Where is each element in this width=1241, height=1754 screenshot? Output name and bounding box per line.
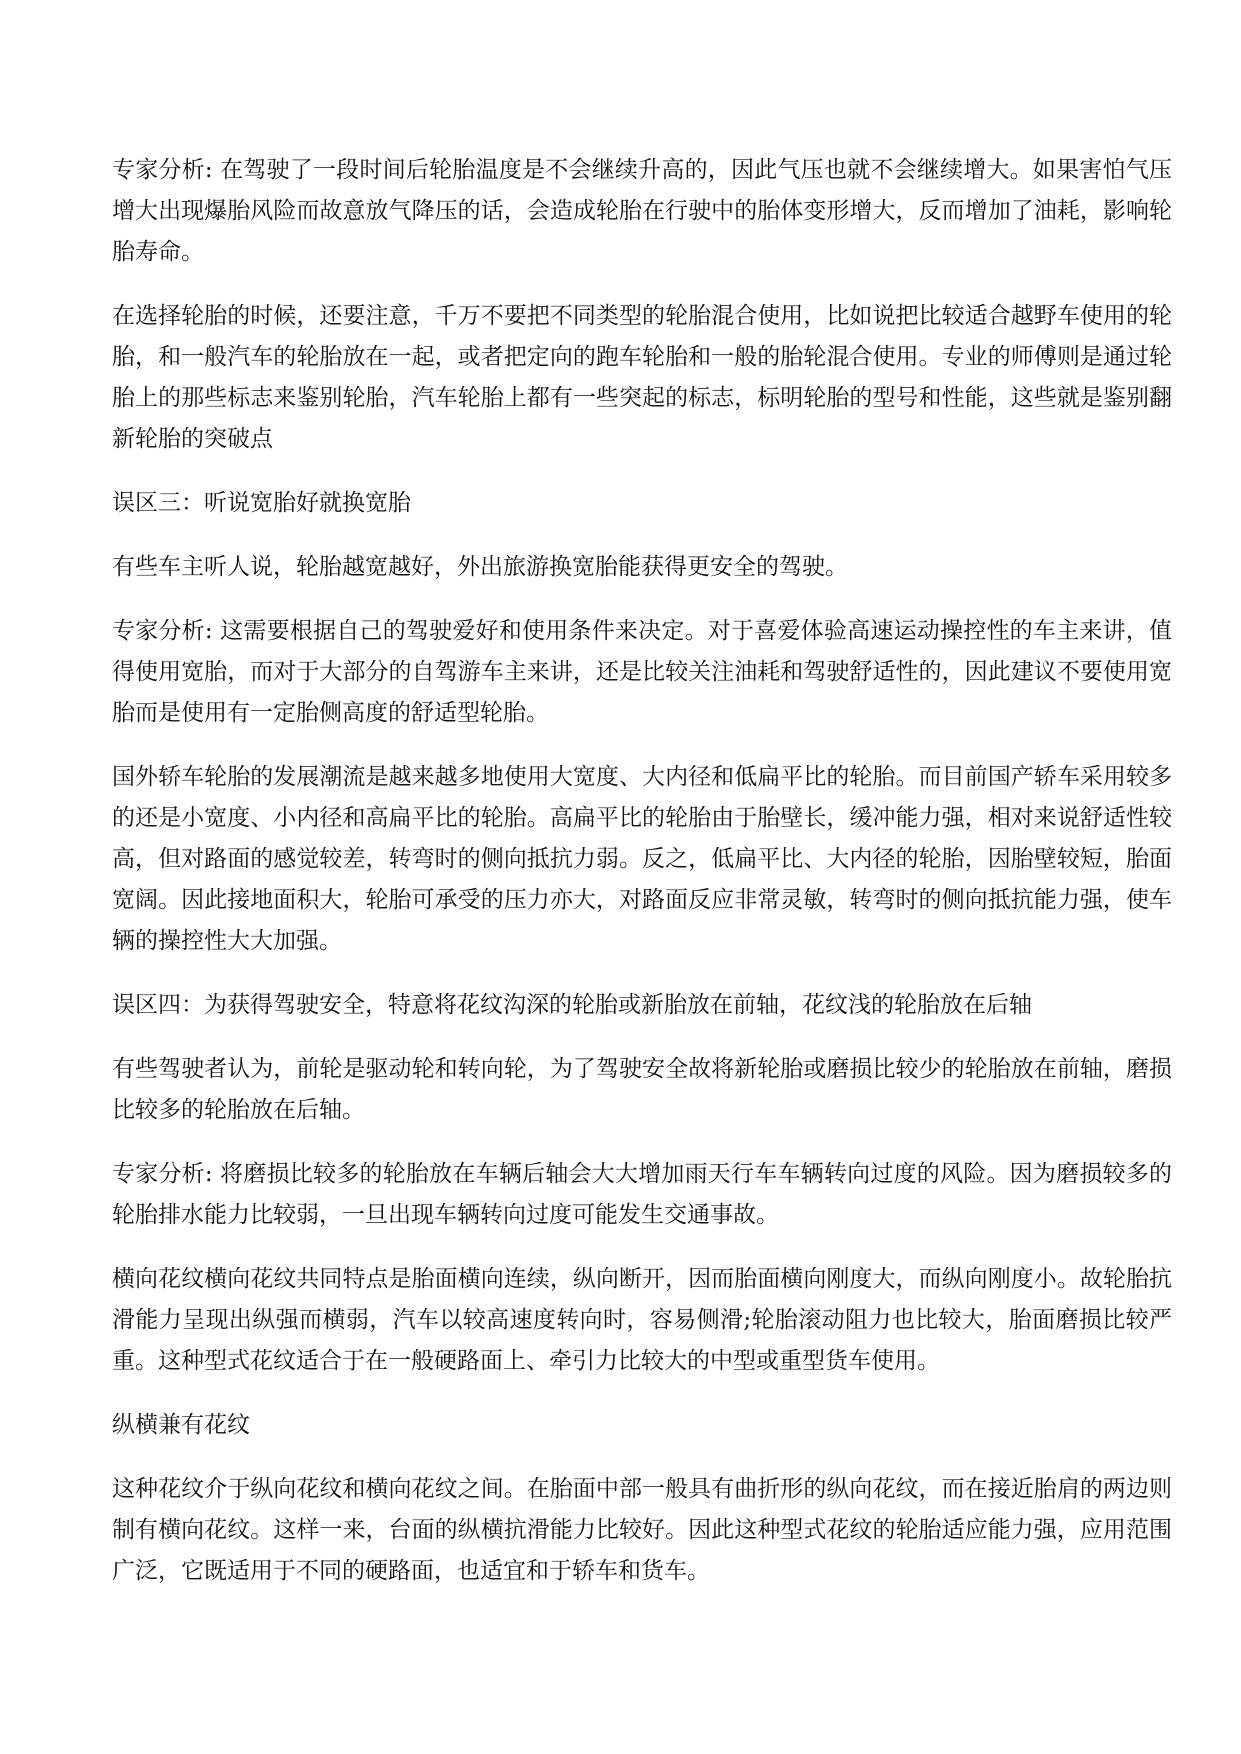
heading-myth-four: 误区四：为获得驾驶安全，特意将花纹沟深的轮胎或新胎放在前轴，花纹浅的轮胎放在后轴 xyxy=(112,992,1032,1018)
paragraph-tire-selection: 在选择轮胎的时候，还要注意，千万不要把不同类型的轮胎混合使用，比如说把比较适合越野车使用的轮胎，和一般汽车的轮胎放在一起，或者把定向的跑车轮胎和一般的胎轮混合使用。专业的师傅则是通过轮胎上的那些标志来鉴别轮胎，汽车轮胎上都有一些突起的标志，标明轮胎的型号和性能，这些就是鉴别翻新轮胎的突破点 xyxy=(112,303,1172,452)
document-body xyxy=(112,150,1172,1615)
paragraph-expert-analysis-pressure: 专家分析: 在驾驶了一段时间后轮胎温度是不会继续升高的，因此气压也就不会继续增大。如果害怕气压增大出现爆胎风险而故意放气降压的话，会造成轮胎在行驶中的胎体变形增大，反而增加了油耗，影响轮胎寿命。 xyxy=(112,157,1172,265)
paragraph-wide-tire-claim: 有些车主听人说，轮胎越宽越好，外出旅游换宽胎能获得更安全的驾驶。 xyxy=(112,554,848,580)
paragraph-front-axle-claim: 有些驾驶者认为，前轮是驱动轮和转向轮，为了驾驶安全故将新轮胎或磨损比较少的轮胎放在前轴，磨损比较多的轮胎放在后轴。 xyxy=(112,1056,1172,1123)
paragraph-expert-analysis-rear-axle: 专家分析: 将磨损比较多的轮胎放在车辆后轴会大大增加雨天行车车辆转向过度的风险。因为磨损较多的轮胎排水能力比较弱，一旦出现车辆转向过度可能发生交通事故。 xyxy=(112,1161,1172,1228)
paragraph-mixed-pattern: 这种花纹介于纵向花纹和横向花纹之间。在胎面中部一般具有曲折形的纵向花纹，而在接近胎肩的两边则制有横向花纹。这样一来，台面的纵横抗滑能力比较好。因此这种型式花纹的轮胎适应能力强，应用范围广泛，它既适用于不同的硬路面，也适宜和于轿车和货车。 xyxy=(112,1476,1172,1584)
paragraph-foreign-tire-trend: 国外轿车轮胎的发展潮流是越来越多地使用大宽度、大内径和低扁平比的轮胎。而目前国产轿车采用较多的还是小宽度、小内径和高扁平比的轮胎。高扁平比的轮胎由于胎壁长，缓冲能力强，相对来说舒适性较高，但对路面的感觉较差，转弯时的侧向抵抗力弱。反之，低扁平比、大内径的轮胎，因胎壁较短，胎面宽阔。因此接地面积大，轮胎可承受的压力亦大，对路面反应非常灵敏，转弯时的侧向抵抗能力强，使车辆的操控性大大加强。 xyxy=(112,764,1172,954)
heading-myth-three: 误区三：听说宽胎好就换宽胎 xyxy=(112,490,411,516)
paragraph-expert-analysis-wide-tire: 专家分析: 这需要根据自己的驾驶爱好和使用条件来决定。对于喜爱体验高速运动操控性的车主来讲，值得使用宽胎，而对于大部分的自驾游车主来讲，还是比较关注油耗和驾驶舒适性的，因此建议不要使用宽胎而是使用有一定胎侧高度的舒适型轮胎。 xyxy=(112,618,1172,726)
paragraph-transverse-pattern: 横向花纹横向花纹共同特点是胎面横向连续，纵向断开，因而胎面横向刚度大，而纵向刚度小。故轮胎抗滑能力呈现出纵强而横弱，汽车以较高速度转向时，容易侧滑;轮胎滚动阻力也比较大，胎面磨损比较严重。这种型式花纹适合于在一般硬路面上、牵引力比较大的中型或重型货车使用。 xyxy=(112,1266,1172,1374)
heading-mixed-pattern: 纵横兼有花纹 xyxy=(112,1412,250,1438)
